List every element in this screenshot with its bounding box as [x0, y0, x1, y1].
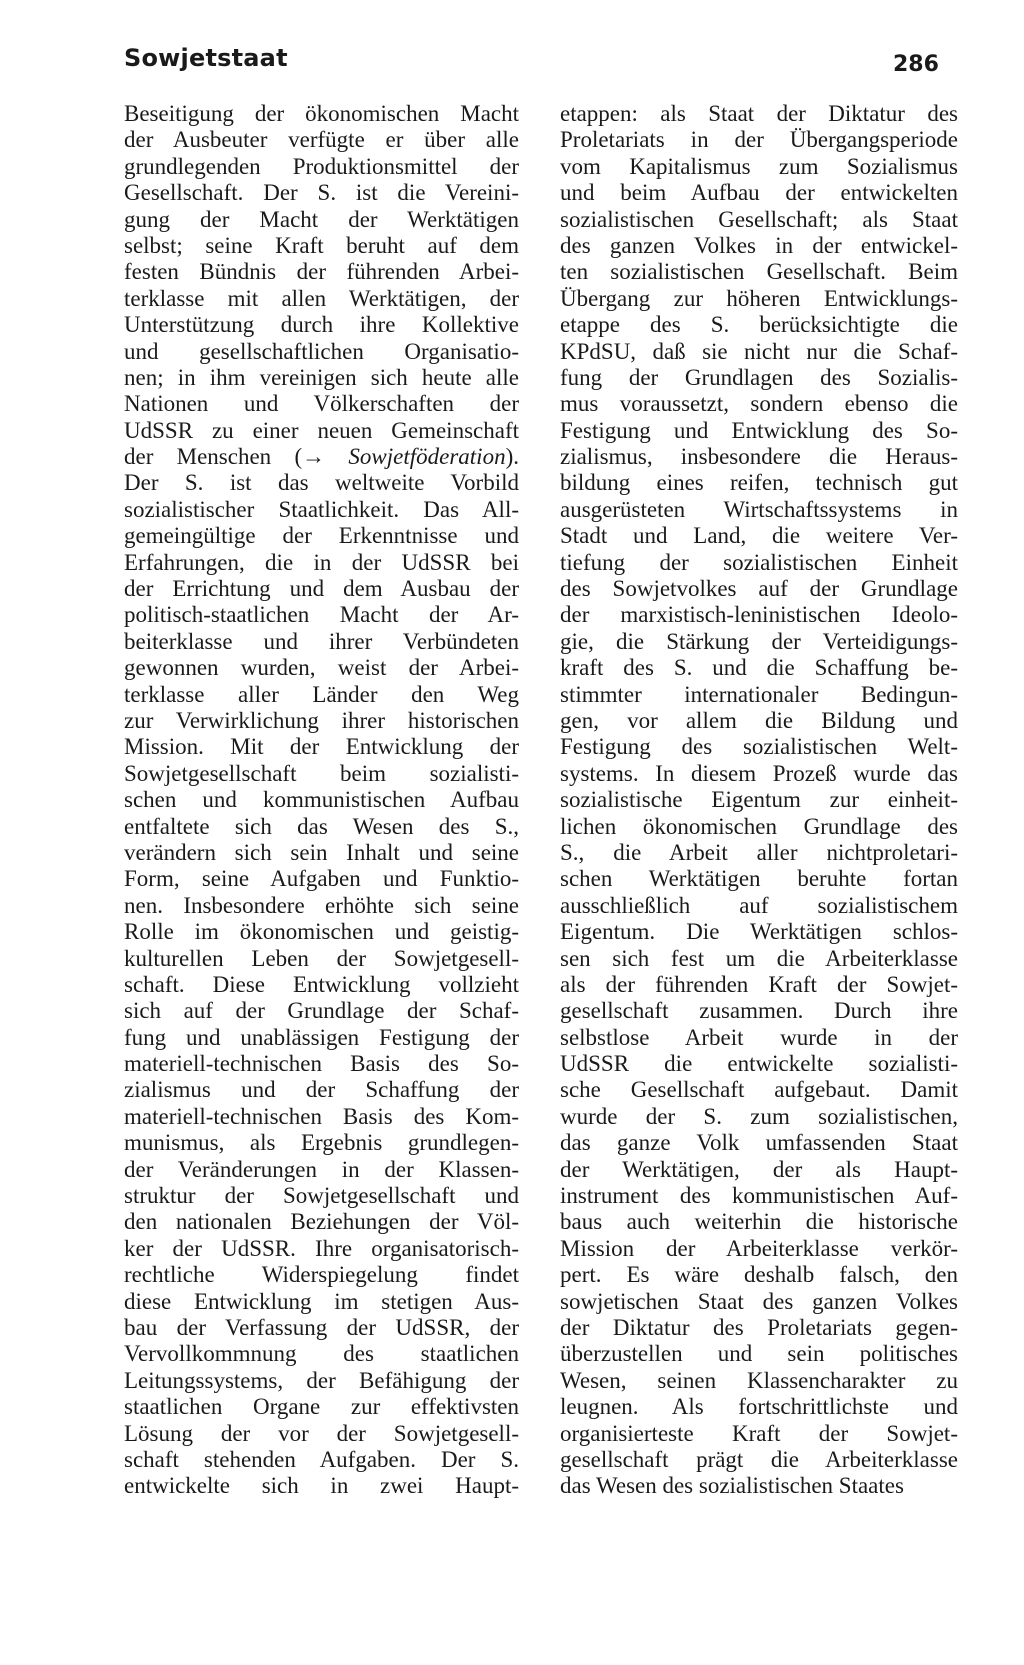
- text-segment: gen, vor allem die Bildung und: [560, 707, 958, 733]
- text-line: [560, 233, 958, 259]
- text-line: [124, 365, 519, 391]
- text-segment: schen und kommunistischen Aufbau: [124, 787, 519, 813]
- text-segment: der Errichtung und dem Ausbau der: [124, 576, 519, 602]
- text-segment: beiterklasse und ihrer Verbündeten: [124, 628, 519, 654]
- text-segment: materiell-technischen Basis des Kom-: [124, 1103, 519, 1129]
- text-line: [560, 734, 958, 760]
- text-segment: staatlichen Organe zur effektivsten: [124, 1394, 519, 1420]
- text-line: [560, 497, 958, 523]
- text-line: [560, 998, 958, 1024]
- text-segment: Festigung des sozialistischen Welt-: [560, 734, 958, 760]
- text-line: [560, 1157, 958, 1183]
- text-segment: bildung eines reifen, technisch gut: [560, 470, 958, 496]
- text-line: [124, 180, 519, 206]
- text-segment: sowjetischen Staat des ganzen Volkes: [560, 1288, 958, 1314]
- text-segment: überzustellen und sein politisches: [560, 1341, 958, 1367]
- text-line: [560, 1289, 958, 1315]
- text-line: [124, 919, 519, 945]
- text-line: [560, 682, 958, 708]
- text-segment: bau der Verfassung der UdSSR, der: [124, 1314, 519, 1340]
- text-segment: Sowjetgesellschaft beim sozialisti-: [124, 760, 519, 786]
- text-line: [124, 708, 519, 734]
- text-line: [124, 893, 519, 919]
- text-line: [124, 233, 519, 259]
- text-line: [560, 470, 958, 496]
- text-segment: Erfahrungen, die in der UdSSR bei: [124, 549, 519, 575]
- text-line: [124, 1183, 519, 1209]
- text-line: [560, 1368, 958, 1394]
- text-line: [560, 339, 958, 365]
- text-segment: sozialistischer Staatlichkeit. Das All-: [124, 496, 519, 522]
- text-segment: zialismus, insbesondere die Heraus-: [560, 444, 958, 470]
- text-segment: materiell-technischen Basis des So-: [124, 1051, 519, 1077]
- text-line: [560, 602, 958, 628]
- text-line: [124, 655, 519, 681]
- text-segment: ker der UdSSR. Ihre organisatorisch-: [124, 1235, 519, 1261]
- text-line: [124, 1130, 519, 1156]
- text-segment: Festigung und Entwicklung des So-: [560, 417, 958, 443]
- text-line: [560, 101, 958, 127]
- text-line: [560, 840, 958, 866]
- text-line: [124, 523, 519, 549]
- text-segment: Nationen und Völkerschaften der: [124, 391, 519, 417]
- text-line: [560, 1236, 958, 1262]
- text-segment: munismus, als Ergebnis grundlegen-: [124, 1130, 519, 1156]
- text-segment: schaft stehenden Aufgaben. Der S.: [124, 1446, 519, 1472]
- text-line: [124, 761, 519, 787]
- text-segment: festen Bündnis der führenden Arbei-: [124, 259, 519, 285]
- text-line: [124, 1104, 519, 1130]
- text-line: [124, 286, 519, 312]
- text-line: [560, 1209, 958, 1235]
- text-line: [124, 497, 519, 523]
- text-segment: Übergang zur höheren Entwicklungs-: [560, 285, 958, 311]
- text-segment: das ganze Volk umfassenden Staat: [560, 1130, 958, 1156]
- text-segment: gemeingültige der Erkenntnisse und: [124, 523, 519, 549]
- text-segment: schaft. Diese Entwicklung vollzieht: [124, 971, 519, 997]
- text-segment: rechtliche Widerspiegelung findet: [124, 1262, 519, 1288]
- text-segment: leugnen. Als fortschrittlichste und: [560, 1394, 958, 1420]
- text-segment: selbstlose Arbeit wurde in der: [560, 1024, 958, 1050]
- text-segment: den nationalen Beziehungen der Völ-: [124, 1209, 519, 1235]
- text-line: [560, 1315, 958, 1341]
- text-line: [124, 470, 519, 496]
- text-line: [560, 259, 958, 285]
- text-line: [560, 1183, 958, 1209]
- text-segment: Stadt und Land, die weitere Ver-: [560, 523, 958, 549]
- text-line: [124, 946, 519, 972]
- text-column-left: [124, 101, 519, 1500]
- text-segment: Lösung der vor der Sowjetgesell-: [124, 1420, 519, 1446]
- text-segment: Eigentum. Die Werktätigen schlos-: [560, 919, 958, 945]
- text-line: [124, 259, 519, 285]
- text-segment: KPdSU, daß sie nicht nur die Schaf-: [560, 338, 958, 364]
- text-segment: gesellschaft prägt die Arbeiterklasse: [560, 1446, 958, 1472]
- text-line: [124, 682, 519, 708]
- text-line: [124, 312, 519, 338]
- text-line: [124, 101, 519, 127]
- text-segment: fung der Grundlagen des Sozialis-: [560, 364, 958, 390]
- text-line: [560, 207, 958, 233]
- text-segment: sozialistischen Gesellschaft; als Staat: [560, 206, 958, 232]
- text-line: [124, 1157, 519, 1183]
- text-line: [124, 1394, 519, 1420]
- text-line: [560, 418, 958, 444]
- text-line: [124, 840, 519, 866]
- text-segment: und gesellschaftlichen Organisatio-: [124, 338, 519, 364]
- text-line: [124, 1262, 519, 1288]
- text-segment: fung und unablässigen Festigung der: [124, 1024, 519, 1050]
- text-segment: tiefung der sozialistischen Einheit: [560, 549, 958, 575]
- text-segment: ).: [505, 444, 519, 470]
- text-segment: wurde der S. zum sozialistischen,: [560, 1103, 958, 1129]
- text-segment: der Ausbeuter verfügte er über alle: [124, 127, 519, 153]
- text-line: [560, 814, 958, 840]
- text-line: [560, 1421, 958, 1447]
- text-segment: Leitungssystems, der Befähigung der: [124, 1367, 519, 1393]
- text-segment: kraft des S. und die Schaffung be-: [560, 655, 958, 681]
- text-segment: baus auch weiterhin die historische: [560, 1209, 958, 1235]
- text-line: [560, 708, 958, 734]
- text-line: [124, 602, 519, 628]
- text-line: [560, 1341, 958, 1367]
- text-segment: Wesen, seinen Klassencharakter zu: [560, 1367, 958, 1393]
- text-segment: Proletariats in der Übergangsperiode: [560, 127, 958, 153]
- text-segment: ausschließlich auf sozialistischem: [560, 892, 958, 918]
- text-line: [560, 972, 958, 998]
- text-segment: Unterstützung durch ihre Kollektive: [124, 312, 519, 338]
- text-segment: ausgerüsteten Wirtschaftssystems in: [560, 496, 958, 522]
- text-line: [124, 866, 519, 892]
- text-segment: Mission. Mit der Entwicklung der: [124, 734, 519, 760]
- text-line: [560, 365, 958, 391]
- text-segment: kulturellen Leben der Sowjetgesell-: [124, 945, 519, 971]
- text-line: [124, 1341, 519, 1367]
- text-line: [124, 1368, 519, 1394]
- text-segment: struktur der Sowjetgesellschaft und: [124, 1183, 519, 1209]
- text-line: [560, 523, 958, 549]
- text-line: [560, 893, 958, 919]
- text-line: [560, 1025, 958, 1051]
- text-line: [124, 814, 519, 840]
- text-line: [560, 946, 958, 972]
- text-segment: Form, seine Aufgaben und Funktio-: [124, 866, 519, 892]
- text-segment: Der S. ist das weltweite Vorbild: [124, 470, 519, 496]
- text-segment: politisch-staatlichen Macht der Ar-: [124, 602, 519, 628]
- text-line: [560, 391, 958, 417]
- text-segment: zur Verwirklichung ihrer historischen: [124, 707, 519, 733]
- text-segment: pert. Es wäre deshalb falsch, den: [560, 1262, 958, 1288]
- text-line: [124, 1077, 519, 1103]
- text-segment: etappe des S. berücksichtigte die: [560, 312, 958, 338]
- text-segment: der marxistisch-leninistischen Ideolo-: [560, 602, 958, 628]
- text-segment: gie, die Stärkung der Verteidigungs-: [560, 628, 958, 654]
- text-segment: verändern sich sein Inhalt und seine: [124, 839, 519, 865]
- text-segment: der Werktätigen, der als Haupt-: [560, 1156, 958, 1182]
- text-line: [560, 1447, 958, 1473]
- text-segment: sozialistische Eigentum zur einheit-: [560, 787, 958, 813]
- text-line: [560, 1394, 958, 1420]
- text-line: [560, 761, 958, 787]
- text-line: [124, 998, 519, 1024]
- text-segment: sen sich fest um die Arbeiterklasse: [560, 945, 958, 971]
- text-segment: sche Gesellschaft aufgebaut. Damit: [560, 1077, 958, 1103]
- text-segment: terklasse aller Länder den Weg: [124, 681, 519, 707]
- text-line: [124, 734, 519, 760]
- page-number: 286: [893, 52, 939, 77]
- text-line: [560, 444, 958, 470]
- text-line: [124, 1315, 519, 1341]
- text-segment: entfaltete sich das Wesen des S.,: [124, 813, 519, 839]
- text-segment: instrument des kommunistischen Auf-: [560, 1183, 958, 1209]
- text-line: [560, 286, 958, 312]
- text-line: [124, 1289, 519, 1315]
- text-line: [560, 312, 958, 338]
- text-segment: sich auf der Grundlage der Schaf-: [124, 998, 519, 1024]
- text-line: [124, 1209, 519, 1235]
- text-line: [560, 127, 958, 153]
- text-segment: diese Entwicklung im stetigen Aus-: [124, 1288, 519, 1314]
- text-segment: als der führenden Kraft der Sowjet-: [560, 971, 958, 997]
- text-segment: terklasse mit allen Werktätigen, der: [124, 285, 519, 311]
- text-segment: Rolle im ökonomischen und geistig-: [124, 919, 519, 945]
- text-line: [560, 1130, 958, 1156]
- text-segment: und beim Aufbau der entwickelten: [560, 180, 958, 206]
- text-segment: lichen ökonomischen Grundlage des: [560, 813, 958, 839]
- text-line: [560, 919, 958, 945]
- text-segment: entwickelte sich in zwei Haupt-: [124, 1473, 519, 1499]
- text-segment: zialismus und der Schaffung der: [124, 1077, 519, 1103]
- text-line: [560, 1104, 958, 1130]
- text-segment: der Veränderungen in der Klassen-: [124, 1156, 519, 1182]
- text-segment: des Sowjetvolkes auf der Grundlage: [560, 576, 958, 602]
- text-line: [124, 444, 519, 470]
- text-line: [560, 1077, 958, 1103]
- text-line: [124, 418, 519, 444]
- text-segment: organisierteste Kraft der Sowjet-: [560, 1420, 958, 1446]
- text-line: [560, 1473, 958, 1499]
- text-line: [124, 576, 519, 602]
- running-head: Sowjetstaat: [124, 44, 288, 72]
- text-segment: stimmter internationaler Bedingun-: [560, 681, 958, 707]
- text-segment: des ganzen Volkes in der entwickel-: [560, 232, 958, 258]
- text-segment: das Wesen des sozialistischen Staates: [560, 1473, 904, 1499]
- text-line: [560, 655, 958, 681]
- text-segment: gewonnen wurden, weist der Arbei-: [124, 655, 519, 681]
- text-segment: Gesellschaft. Der S. ist die Vereini-: [124, 180, 519, 206]
- text-segment: der Menschen (→: [124, 444, 349, 470]
- text-segment: Beseitigung der ökonomischen Macht: [124, 101, 519, 126]
- text-segment: mus voraussetzt, sondern ebenso die: [560, 391, 958, 417]
- text-line: [124, 154, 519, 180]
- text-line: [124, 127, 519, 153]
- text-line: [124, 207, 519, 233]
- text-line: [560, 576, 958, 602]
- text-segment: UdSSR zu einer neuen Gemeinschaft: [124, 417, 519, 443]
- text-segment: vom Kapitalismus zum Sozialismus: [560, 153, 958, 179]
- text-segment: nen. Insbesondere erhöhte sich seine: [124, 892, 519, 918]
- text-line: [124, 629, 519, 655]
- text-line: [124, 391, 519, 417]
- text-line: [124, 1421, 519, 1447]
- text-segment: grundlegenden Produktionsmittel der: [124, 153, 519, 179]
- text-line: [124, 972, 519, 998]
- text-line: [124, 550, 519, 576]
- text-segment: ten sozialistischen Gesellschaft. Beim: [560, 259, 958, 285]
- text-line: [124, 1447, 519, 1473]
- text-segment: S., die Arbeit aller nichtproletari-: [560, 839, 958, 865]
- text-segment: selbst; seine Kraft beruht auf dem: [124, 232, 519, 258]
- text-segment: Mission der Arbeiterklasse verkör-: [560, 1235, 958, 1261]
- text-segment: UdSSR die entwickelte sozialisti-: [560, 1051, 958, 1077]
- text-line: [124, 1051, 519, 1077]
- text-segment: der Diktatur des Proletariats gegen-: [560, 1314, 958, 1340]
- text-line: [560, 787, 958, 813]
- text-line: [124, 339, 519, 365]
- text-column-right: [560, 101, 958, 1500]
- text-line: [124, 1025, 519, 1051]
- text-line: [560, 180, 958, 206]
- text-line: [560, 629, 958, 655]
- text-segment: systems. In diesem Prozeß wurde das: [560, 760, 958, 786]
- text-line: [124, 1236, 519, 1262]
- text-line: [560, 866, 958, 892]
- text-segment: nen; in ihm vereinigen sich heute alle: [124, 364, 519, 390]
- text-segment: gung der Macht der Werktätigen: [124, 206, 519, 232]
- text-line: [560, 154, 958, 180]
- text-segment: etappen: als Staat der Diktatur des: [560, 101, 958, 126]
- cross-reference-term: Sowjetföderation: [348, 444, 506, 470]
- text-line: [124, 1473, 519, 1499]
- text-line: [124, 787, 519, 813]
- text-line: [560, 1051, 958, 1077]
- text-segment: gesellschaft zusammen. Durch ihre: [560, 998, 958, 1024]
- text-line: [560, 550, 958, 576]
- text-segment: schen Werktätigen beruhte fortan: [560, 866, 958, 892]
- text-segment: Vervollkommnung des staatlichen: [124, 1341, 519, 1367]
- text-line: [560, 1262, 958, 1288]
